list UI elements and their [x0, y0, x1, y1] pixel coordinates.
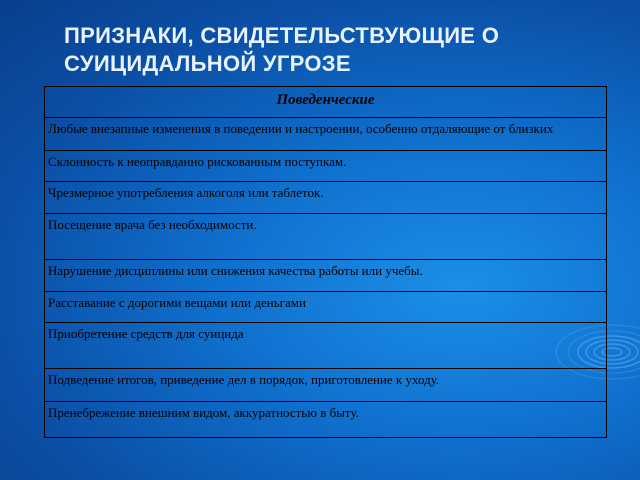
table-row	[45, 323, 607, 369]
behavioral-signs-table	[44, 86, 607, 438]
table-header-behavioral: Поведенческие	[45, 87, 607, 118]
slide-title-line-1: ПРИЗНАКИ, СВИДЕТЕЛЬСТВУЮЩИЕ О	[64, 23, 500, 48]
table-header-row	[45, 87, 607, 118]
table-cell-risky-behavior: Склонность к неоправданно рискованным поступкам.	[45, 151, 607, 182]
table-row	[45, 182, 607, 214]
table-cell-means-acquisition: Приобретение средств для суицида	[45, 323, 607, 369]
table-row	[45, 402, 607, 438]
table-cell-neglect-appearance: Пренебрежение внешним видом, аккуратностью в быту.	[45, 402, 607, 438]
table-cell-doctor-visits: Посещение врача без необходимости.	[45, 214, 607, 260]
table-cell-sudden-changes: Любые внезапные изменения в поведении и настроении, особенно отдаляющие от близких	[45, 118, 607, 151]
slide-title	[64, 22, 624, 78]
table-row	[45, 260, 607, 292]
table-cell-alcohol-pills: Чрезмерное употребления алкоголя или таблеток.	[45, 182, 607, 214]
table-row	[45, 292, 607, 323]
table-cell-putting-affairs-in-order: Подведение итогов, приведение дел в порядок, приготовление к уходу.	[45, 369, 607, 402]
table-row	[45, 214, 607, 260]
table-cell-discipline: Нарушение дисциплины или снижения качества работы или учебы.	[45, 260, 607, 292]
table-cell-valuables: Расставание с дорогими вещами или деньгами	[45, 292, 607, 323]
slide-title-line-2: СУИЦИДАЛЬНОЙ УГРОЗЕ	[64, 51, 351, 76]
table-row	[45, 369, 607, 402]
table-row	[45, 151, 607, 182]
table-row	[45, 118, 607, 151]
